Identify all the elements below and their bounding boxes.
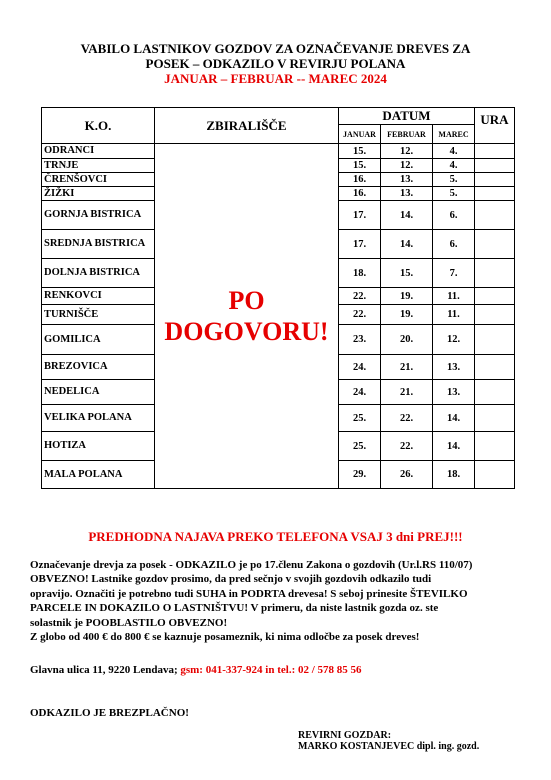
date-februar: 21.: [381, 355, 433, 380]
signature-block: [298, 730, 479, 752]
address-text: Glavna ulica 11, 9220 Lendava;: [30, 664, 178, 676]
date-februar: 15.: [381, 259, 433, 288]
ura-cell: [475, 380, 515, 405]
ura-cell: [475, 325, 515, 355]
date-marec: 18.: [433, 461, 475, 489]
date-januar: 16.: [339, 173, 381, 187]
phone-notice: PREDHODNA NAJAVA PREKO TELEFONA VSAJ 3 dni PREJ!!!: [88, 529, 463, 544]
date-januar: 22.: [339, 305, 381, 325]
signature-role: REVIRNI GOZDAR:: [298, 730, 392, 741]
date-februar: 14.: [381, 230, 433, 259]
ura-cell: [475, 144, 515, 159]
date-marec: 13.: [433, 355, 475, 380]
date-februar: 13.: [381, 187, 433, 201]
header-ura: URA: [475, 108, 515, 144]
ko-name: NEDELICA: [42, 380, 155, 405]
document-title: [0, 41, 551, 86]
title-line-1: VABILO LASTNIKOV GOZDOV ZA OZNAČEVANJE DREVES ZA: [80, 41, 471, 56]
date-januar: 24.: [339, 355, 381, 380]
contact-line: [30, 664, 362, 676]
ura-cell: [475, 305, 515, 325]
body-line-3: opravijo. Označiti je potrebno tudi SUHA in PODRTA drevesa! S seboj prinesite ŠTEVILKO: [30, 587, 468, 600]
zbiralisce-cell: [155, 144, 339, 489]
date-januar: 18.: [339, 259, 381, 288]
date-januar: 17.: [339, 230, 381, 259]
ura-cell: [475, 288, 515, 305]
zbiralisce-line-2: DOGOVORU!: [164, 317, 329, 346]
date-februar: 21.: [381, 380, 433, 405]
header-zbiralisce: ZBIRALIŠČE: [155, 108, 339, 144]
date-marec: 6.: [433, 201, 475, 230]
ura-cell: [475, 355, 515, 380]
ura-cell: [475, 461, 515, 489]
date-marec: 5.: [433, 187, 475, 201]
body-line-1: Označevanje drevja za posek - ODKAZILO je po 17.členu Zakona o gozdovih (Ur.l.RS 110/07): [30, 559, 473, 571]
ko-name: TURNIŠČE: [42, 305, 155, 325]
date-januar: 25.: [339, 405, 381, 432]
date-marec: 7.: [433, 259, 475, 288]
date-februar: 12.: [381, 144, 433, 159]
date-januar: 17.: [339, 201, 381, 230]
date-februar: 22.: [381, 432, 433, 461]
ko-name: ČRENŠOVCI: [42, 173, 155, 187]
ko-name: TRNJE: [42, 159, 155, 173]
ko-name: ODRANCI: [42, 144, 155, 159]
date-marec: 12.: [433, 325, 475, 355]
ura-cell: [475, 405, 515, 432]
date-januar: 29.: [339, 461, 381, 489]
schedule-table: [41, 107, 515, 489]
signature-name: MARKO KOSTANJEVEC dipl. ing. gozd.: [298, 741, 480, 752]
ko-name: HOTIZA: [42, 432, 155, 461]
date-januar: 15.: [339, 159, 381, 173]
ko-name: VELIKA POLANA: [42, 405, 155, 432]
phone-numbers: gsm: 041-337-924 in tel.: 02 / 578 85 56: [180, 664, 362, 676]
ko-name: BREZOVICA: [42, 355, 155, 380]
body-line-2: OBVEZNO! Lastnike gozdov prosimo, da pred sečnjo v svojih gozdovih odkazilo tudi: [30, 573, 432, 586]
ko-name: SREDNJA BISTRICA: [42, 230, 155, 259]
title-line-3: JANUAR – FEBRUAR -- MAREC 2024: [164, 71, 387, 86]
date-januar: 15.: [339, 144, 381, 159]
ura-cell: [475, 259, 515, 288]
table-row: [42, 144, 515, 159]
date-februar: 22.: [381, 405, 433, 432]
date-januar: 23.: [339, 325, 381, 355]
ura-cell: [475, 432, 515, 461]
header-januar: JANUAR: [339, 125, 381, 144]
ura-cell: [475, 230, 515, 259]
body-line-6: Z globo od 400 € do 800 € se kaznuje posameznik, ki nima odločbe za posek dreves!: [30, 631, 420, 644]
header-ko: K.O.: [42, 108, 155, 144]
date-januar: 25.: [339, 432, 381, 461]
ura-cell: [475, 173, 515, 187]
date-marec: 14.: [433, 405, 475, 432]
ura-cell: [475, 159, 515, 173]
body-line-4: PARCELE IN DOKAZILO O LASTNIŠTVU! V primeru, da niste lastnik gozda oz. ste: [30, 602, 439, 615]
date-januar: 24.: [339, 380, 381, 405]
date-februar: 26.: [381, 461, 433, 489]
header-februar: FEBRUAR: [381, 125, 433, 144]
date-februar: 14.: [381, 201, 433, 230]
ko-name: RENKOVCI: [42, 288, 155, 305]
title-line-2: POSEK – ODKAZILO V REVIRJU POLANA: [145, 56, 406, 71]
date-februar: 19.: [381, 305, 433, 325]
date-januar: 22.: [339, 288, 381, 305]
ura-cell: [475, 187, 515, 201]
header-datum: DATUM: [339, 108, 475, 125]
date-marec: 6.: [433, 230, 475, 259]
ko-name: DOLNJA BISTRICA: [42, 259, 155, 288]
zbiralisce-line-1: PO: [228, 286, 265, 315]
ko-name: GORNJA BISTRICA: [42, 201, 155, 230]
ko-name: ŽIŽKI: [42, 187, 155, 201]
date-marec: 11.: [433, 288, 475, 305]
date-marec: 4.: [433, 144, 475, 159]
body-paragraph: [30, 558, 520, 644]
date-marec: 13.: [433, 380, 475, 405]
date-februar: 12.: [381, 159, 433, 173]
ko-name: MALA POLANA: [42, 461, 155, 489]
date-februar: 20.: [381, 325, 433, 355]
date-februar: 13.: [381, 173, 433, 187]
body-line-5: solastnik je POOBLASTILO OBVEZNO!: [30, 616, 228, 629]
date-marec: 4.: [433, 159, 475, 173]
date-januar: 16.: [339, 187, 381, 201]
ura-cell: [475, 201, 515, 230]
date-februar: 19.: [381, 288, 433, 305]
date-marec: 5.: [433, 173, 475, 187]
ko-name: GOMILICA: [42, 325, 155, 355]
free-of-charge-text: ODKAZILO JE BREZPLAČNO!: [30, 707, 189, 719]
date-marec: 11.: [433, 305, 475, 325]
date-marec: 14.: [433, 432, 475, 461]
header-marec: MAREC: [433, 125, 475, 144]
